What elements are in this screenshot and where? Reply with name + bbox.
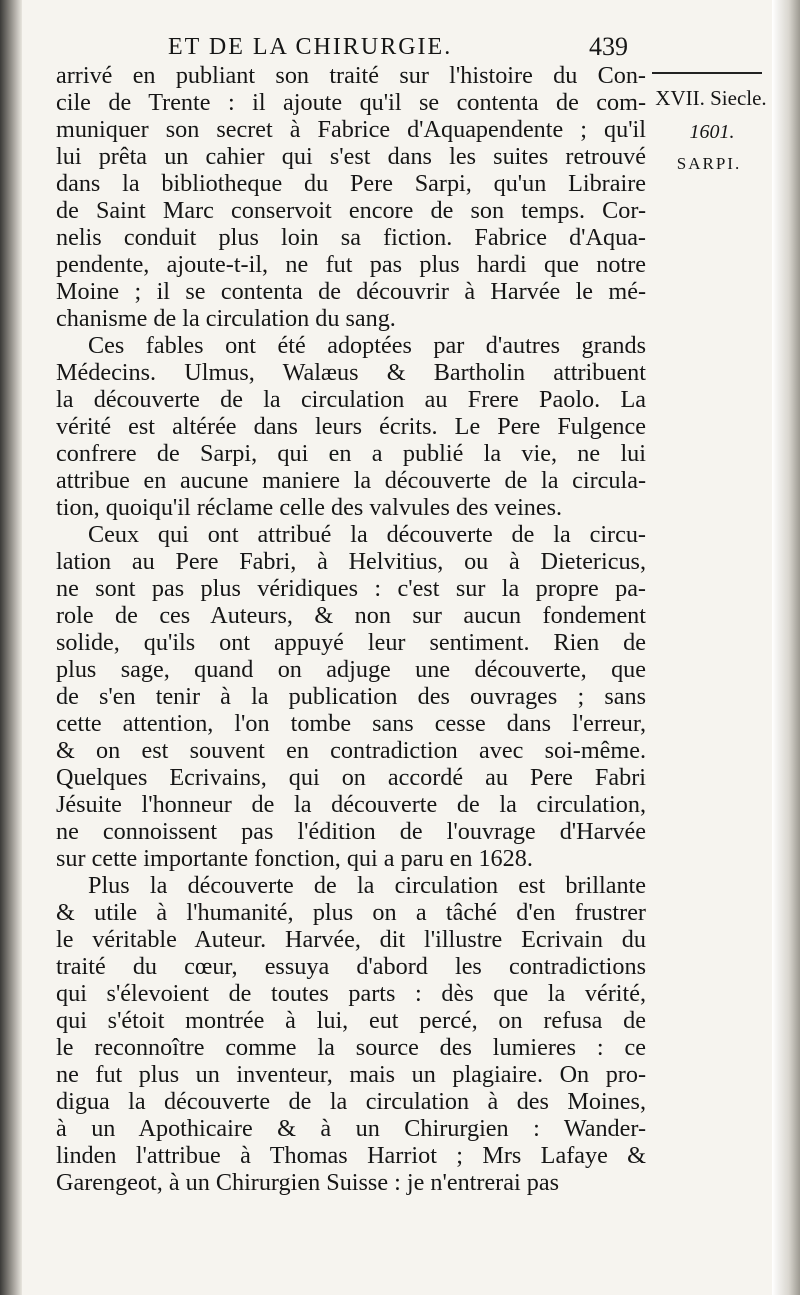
text-line: digua la découverte de la circulation à des Moines, (56, 1088, 646, 1115)
text-line: linden l'attribue à Thomas Harriot ; Mrs Lafaye & (56, 1142, 646, 1169)
page-edge-shadow-right (772, 0, 800, 1295)
text-line: le reconnoître comme la source des lumieres : ce (56, 1034, 646, 1061)
text-line: nelis conduit plus loin sa fiction. Fabrice d'Aqua- (56, 224, 646, 251)
text-line: & utile à l'humanité, plus on a tâché d'en frustrer (56, 899, 646, 926)
text-line: lation au Pere Fabri, à Helvitius, ou à Dietericus, (56, 548, 646, 575)
text-line: solide, qu'ils ont appuyé leur sentiment. Rien de (56, 629, 646, 656)
text-line: ne sont pas plus véridiques : c'est sur la propre pa- (56, 575, 646, 602)
text-line: qui s'élevoient de toutes parts : dès que la vérité, (56, 980, 646, 1007)
margin-notes (636, 86, 776, 174)
text-line: le véritable Auteur. Harvée, dit l'illustre Ecrivain du (56, 926, 646, 953)
paragraph (56, 62, 646, 332)
text-line: Ces fables ont été adoptées par d'autres grands (88, 332, 646, 359)
text-line: role de ces Auteurs, & non sur aucun fondement (56, 602, 646, 629)
text-line: muniquer son secret à Fabrice d'Aquapendente ; qu'il (56, 116, 646, 143)
page-number: 439 (589, 32, 628, 61)
text-line: tion, quoiqu'il réclame celle des valvules des veines. (56, 494, 563, 521)
paragraph (56, 521, 646, 872)
text-line: la découverte de la circulation au Frere Paolo. La (56, 386, 646, 413)
text-line: dans la bibliotheque du Pere Sarpi, qu'un Libraire (56, 170, 646, 197)
text-line: Quelques Ecrivains, qui on accordé au Pere Fabri (56, 764, 646, 791)
text-line: sur cette importante fonction, qui a paru en 1628. (56, 845, 533, 872)
text-line: ne connoissent pas l'édition de l'ouvrage d'Harvée (56, 818, 646, 845)
text-line: pendente, ajoute-t-il, ne fut pas plus hardi que notre (56, 251, 646, 278)
paragraph (56, 332, 646, 521)
text-line: ne fut plus un inventeur, mais un plagiaire. On pro- (56, 1061, 646, 1088)
text-line: qui s'étoit montrée à lui, eut percé, on refusa de (56, 1007, 646, 1034)
running-head: ET DE LA CHIRURGIE. (168, 34, 453, 60)
text-line: lui prêta un cahier qui s'est dans les suites retrouvé (56, 143, 646, 170)
text-line: chanisme de la circulation du sang. (56, 305, 396, 332)
text-line: Jésuite l'honneur de la découverte de la circulation, (56, 791, 646, 818)
margin-note-century: XVII. Siecle. (655, 86, 767, 110)
body-text (56, 62, 646, 1196)
text-line: attribue en aucune maniere la découverte de la circula- (56, 467, 646, 494)
text-line: traité du cœur, essuya d'abord les contradictions (56, 953, 646, 980)
text-line: à un Apothicaire & à un Chirurgien : Wander- (56, 1115, 646, 1142)
paragraph (56, 872, 646, 1196)
margin-rule (652, 72, 762, 74)
text-line: Garengeot, à un Chirurgien Suisse : je n'entrerai pas (56, 1169, 559, 1196)
text-line: plus sage, quand on adjuge une découverte, que (56, 656, 646, 683)
text-line: de Saint Marc conservoit encore de son temps. Cor- (56, 197, 646, 224)
text-line: vérité est altérée dans leurs écrits. Le Pere Fulgence (56, 413, 646, 440)
text-line: & on est souvent en contradiction avec soi-même. (56, 737, 646, 764)
page-edge-shadow-left (0, 0, 22, 1295)
margin-note-name: SARPI. (676, 154, 742, 173)
text-line: Ceux qui ont attribué la découverte de la circu- (88, 521, 646, 548)
text-line: Médecins. Ulmus, Walæus & Bartholin attribuent (56, 359, 646, 386)
text-line: Plus la découverte de la circulation est brillante (88, 872, 646, 899)
text-line: arrivé en publiant son traité sur l'histoire du Con- (56, 62, 646, 89)
text-line: cette attention, l'on tombe sans cesse dans l'erreur, (56, 710, 646, 737)
margin-note-year: 1601. (689, 121, 735, 143)
text-line: cile de Trente : il ajoute qu'il se contenta de com- (56, 89, 646, 116)
text-line: de s'en tenir à la publication des ouvrages ; sans (56, 683, 646, 710)
text-line: Moine ; il se contenta de découvrir à Harvée le mé- (56, 278, 646, 305)
text-line: confrere de Sarpi, qui en a publié la vie, ne lui (56, 440, 646, 467)
